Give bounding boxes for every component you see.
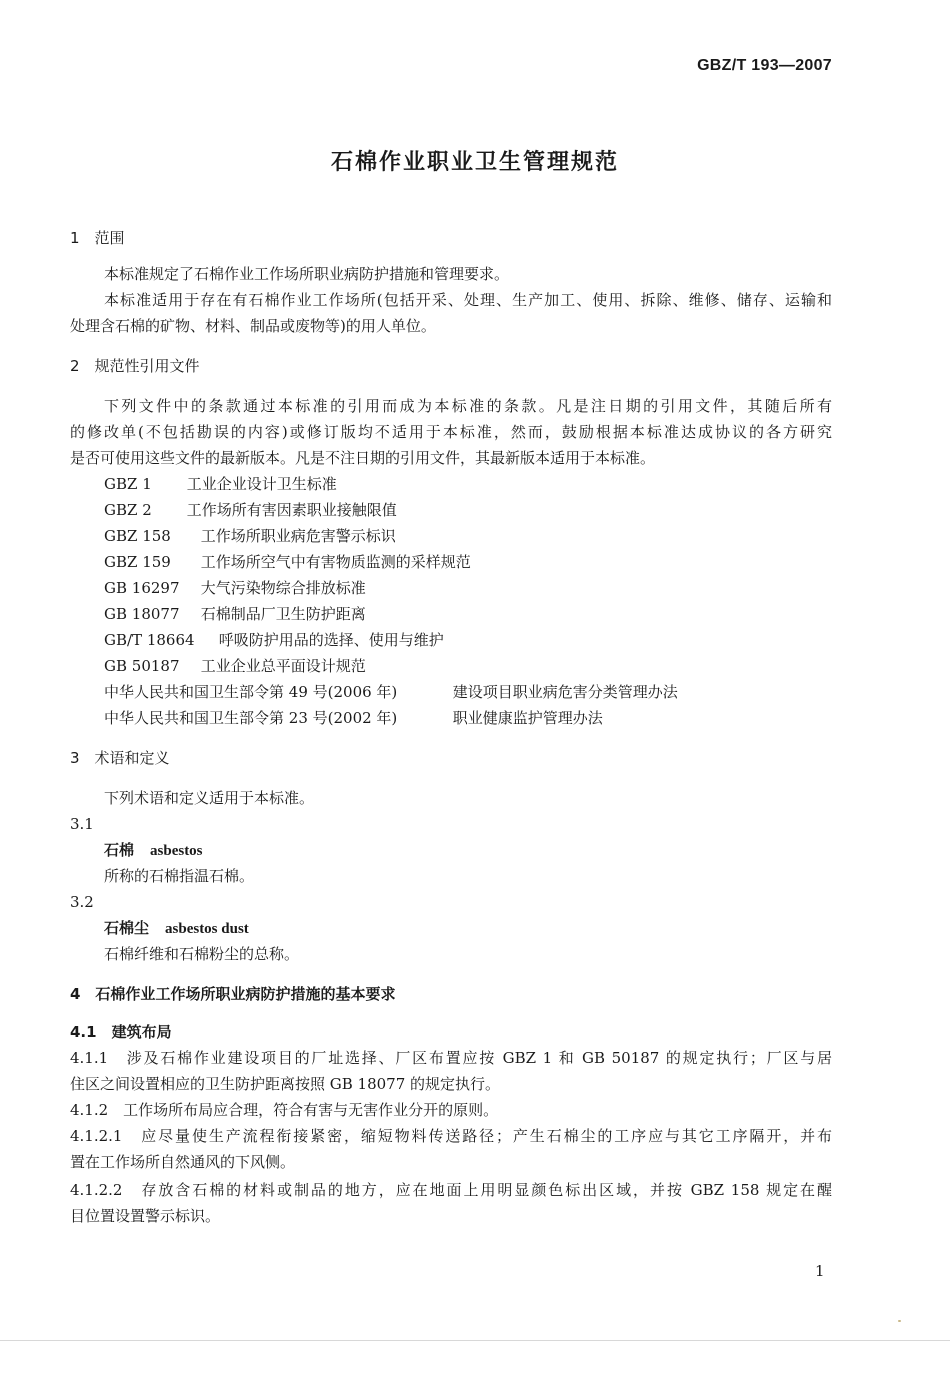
reference-title: 大气污染物综合排放标准	[200, 579, 366, 597]
document-title: 石棉作业职业卫生管理规范	[330, 150, 619, 175]
reference-item	[104, 656, 366, 676]
reference-title: 工业企业设计卫生标准	[186, 475, 337, 493]
reference-item	[104, 708, 603, 728]
reference-code: GBZ 158	[104, 527, 171, 545]
reference-item	[104, 604, 366, 624]
scan-speck	[898, 1320, 901, 1322]
section-1-para-1: 本标准规定了石棉作业工作场所职业病防护措施和管理要求。	[104, 265, 510, 283]
term-english: asbestos dust	[165, 921, 249, 937]
reference-item	[104, 630, 444, 650]
section-1-heading: 1 范围	[70, 229, 125, 247]
reference-code: 中华人民共和国卫生部令第 49 号(2006 年)	[104, 683, 398, 701]
term-number: 3.1	[70, 815, 94, 833]
term-entry	[104, 918, 249, 939]
reference-title: 工业企业总平面设计规范	[200, 657, 366, 675]
section-4-1-heading: 4.1 建筑布局	[70, 1023, 172, 1041]
term-chinese: 石棉	[104, 841, 135, 859]
reference-code: GBZ 159	[104, 553, 171, 571]
clause-4-1-2: 4.1.2 工作场所布局应合理，符合有害与无害作业分开的原则。	[70, 1101, 499, 1119]
term-number: 3.2	[70, 893, 94, 911]
reference-code: GB 18077	[104, 605, 180, 623]
section-4-heading: 4 石棉作业工作场所职业病防护措施的基本要求	[70, 985, 396, 1003]
reference-item	[104, 474, 337, 494]
clause-4-1-2-2-line-1: 4.1.2.2 存放含石棉的材料或制品的地方，应在地面上用明显颜色标出区域，并按 GBZ 158 规定在醒	[70, 1181, 832, 1199]
reference-title: 呼吸防护用品的选择、使用与维护	[218, 631, 444, 649]
reference-item	[104, 552, 471, 572]
term-english: asbestos	[150, 843, 203, 859]
section-1-para-2-line-1: 本标准适用于存在有石棉作业工作场所(包括开采、处理、生产加工、使用、拆除、维修、储存、运输和	[104, 291, 832, 309]
reference-code: GB 16297	[104, 579, 180, 597]
reference-code: GB 50187	[104, 657, 180, 675]
scan-edge-line	[0, 1340, 950, 1341]
section-1-para-2-line-2: 处理含石棉的矿物、材料、制品或废物等)的用人单位。	[70, 317, 436, 335]
standard-code: GBZ/T 193—2007	[697, 57, 832, 74]
page-number: 1	[815, 1262, 825, 1280]
reference-title: 职业健康监护管理办法	[452, 709, 603, 727]
section-2-para-line-2: 的修改单(不包括勘误的内容)或修订版均不适用于本标准，然而，鼓励根据本标准达成协议的各方研究	[70, 423, 832, 441]
reference-code: GBZ 2	[104, 501, 152, 519]
section-3-para: 下列术语和定义适用于本标准。	[104, 789, 315, 807]
section-2-para-line-3: 是否可使用这些文件的最新版本。凡是不注日期的引用文件，其最新版本适用于本标准。	[70, 449, 656, 467]
reference-code: GB/T 18664	[104, 631, 195, 649]
clause-4-1-2-1-line-2: 置在工作场所自然通风的下风侧。	[70, 1153, 296, 1171]
section-3-heading: 3 术语和定义	[70, 749, 170, 767]
reference-title: 工作场所空气中有害物质监测的采样规范	[200, 553, 471, 571]
reference-title: 石棉制品厂卫生防护距离	[200, 605, 366, 623]
reference-item	[104, 526, 396, 546]
term-chinese: 石棉尘	[104, 919, 150, 937]
reference-item	[104, 500, 397, 520]
reference-title: 建设项目职业病危害分类管理办法	[452, 683, 678, 701]
reference-title: 工作场所有害因素职业接触限值	[186, 501, 397, 519]
reference-code: GBZ 1	[104, 475, 152, 493]
clause-4-1-1-line-1: 4.1.1 涉及石棉作业建设项目的厂址选择、厂区布置应按 GBZ 1 和 GB 50187 的规定执行；厂区与居	[70, 1049, 832, 1067]
reference-item	[104, 578, 366, 598]
reference-item	[104, 682, 678, 702]
clause-4-1-2-2-line-2: 目位置设置警示标识。	[70, 1207, 221, 1225]
clause-4-1-1-line-2: 住区之间设置相应的卫生防护距离按照 GB 18077 的规定执行。	[70, 1075, 501, 1093]
term-entry	[104, 840, 203, 861]
term-definition: 所称的石棉指温石棉。	[104, 867, 255, 885]
reference-code: 中华人民共和国卫生部令第 23 号(2002 年)	[104, 709, 398, 727]
section-2-para-line-1: 下列文件中的条款通过本标准的引用而成为本标准的条款。凡是注日期的引用文件，其随后所有	[104, 397, 832, 415]
reference-title: 工作场所职业病危害警示标识	[200, 527, 396, 545]
term-definition: 石棉纤维和石棉粉尘的总称。	[104, 945, 300, 963]
section-2-heading: 2 规范性引用文件	[70, 357, 200, 375]
clause-4-1-2-1-line-1: 4.1.2.1 应尽量使生产流程衔接紧密，缩短物料传送路径；产生石棉尘的工序应与其它工序隔开，并布	[70, 1127, 832, 1145]
